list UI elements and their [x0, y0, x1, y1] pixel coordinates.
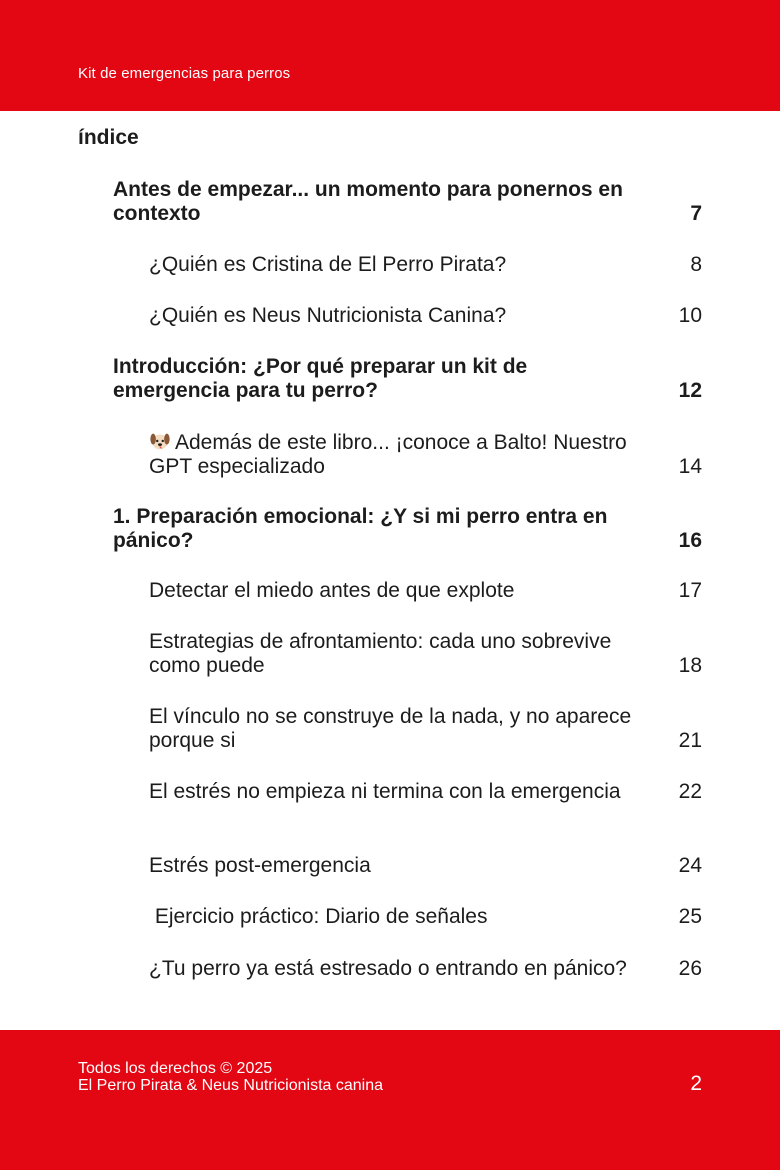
toc-entry-title: Estrés post-emergencia [149, 854, 371, 877]
toc-entry-title: ¿Quién es Neus Nutricionista Canina? [149, 304, 507, 327]
book-title: Kit de emergencias para perros [78, 65, 291, 82]
toc-entry-title: ¿Tu perro ya está estresado o entrando en pánico? [149, 957, 627, 980]
toc-entry-page: 24 [678, 854, 702, 877]
toc-entry-title: El estrés no empieza ni termina con la emergencia [149, 780, 621, 803]
toc-entry-title: ¿Quién es Cristina de El Perro Pirata? [149, 253, 507, 276]
toc-entry-title: 1. Preparación emocional: ¿Y si mi perro entra en pánico? [113, 505, 608, 552]
toc-entry[interactable] [149, 705, 702, 753]
toc-entry[interactable] [149, 780, 702, 804]
toc-entry-page: 16 [678, 529, 702, 552]
page-footer [0, 1030, 780, 1170]
toc-entry-page: 18 [678, 654, 702, 677]
toc-entry[interactable] [113, 178, 702, 226]
toc-entry-page: 21 [678, 729, 702, 752]
toc-entry[interactable] [149, 253, 702, 277]
authors-line: El Perro Pirata & Neus Nutricionista canina [78, 1077, 384, 1094]
toc-entry-page: 25 [678, 905, 702, 928]
toc-entry[interactable] [149, 304, 702, 328]
index-heading: índice [78, 126, 139, 149]
toc-entry-title: Antes de empezar... un momento para ponernos en contexto [113, 178, 623, 225]
toc-entry[interactable] [149, 905, 702, 929]
toc-entry-page: 7 [690, 202, 702, 225]
toc-entry-title: Estrategias de afrontamiento: cada uno sobrevive como puede [149, 630, 612, 677]
page-number: 2 [690, 1072, 702, 1095]
toc-entry-page: 17 [678, 579, 702, 602]
dog-face-icon [149, 430, 171, 452]
toc-entry-page: 22 [678, 780, 702, 803]
toc-entry[interactable] [113, 505, 702, 553]
toc-entry-title: Introducción: ¿Por qué preparar un kit de emergencia para tu perro? [113, 355, 528, 402]
toc-entry-page: 14 [678, 455, 702, 478]
toc-entry-page: 8 [690, 253, 702, 276]
toc-entry[interactable] [113, 355, 702, 403]
toc-entry-title: Además de este libro... ¡conoce a Balto! Nuestro GPT especializado [149, 431, 627, 478]
toc-entry[interactable] [149, 957, 702, 981]
copyright-notice: Todos los derechos © 2025 [78, 1060, 273, 1077]
page-header [0, 0, 780, 111]
toc-entry-title: Ejercicio práctico: Diario de señales [149, 905, 488, 928]
toc-entry[interactable] [149, 430, 702, 479]
toc-entry[interactable] [149, 630, 702, 678]
toc-entry-title: El vínculo no se construye de la nada, y no aparece porque si [149, 705, 632, 752]
toc-entry[interactable] [149, 854, 702, 878]
toc-entry-page: 12 [678, 379, 702, 402]
toc-entry-page: 10 [678, 304, 702, 327]
toc-entry[interactable] [149, 579, 702, 603]
toc-entry-page: 26 [678, 957, 702, 980]
toc-entry-title: Detectar el miedo antes de que explote [149, 579, 515, 602]
